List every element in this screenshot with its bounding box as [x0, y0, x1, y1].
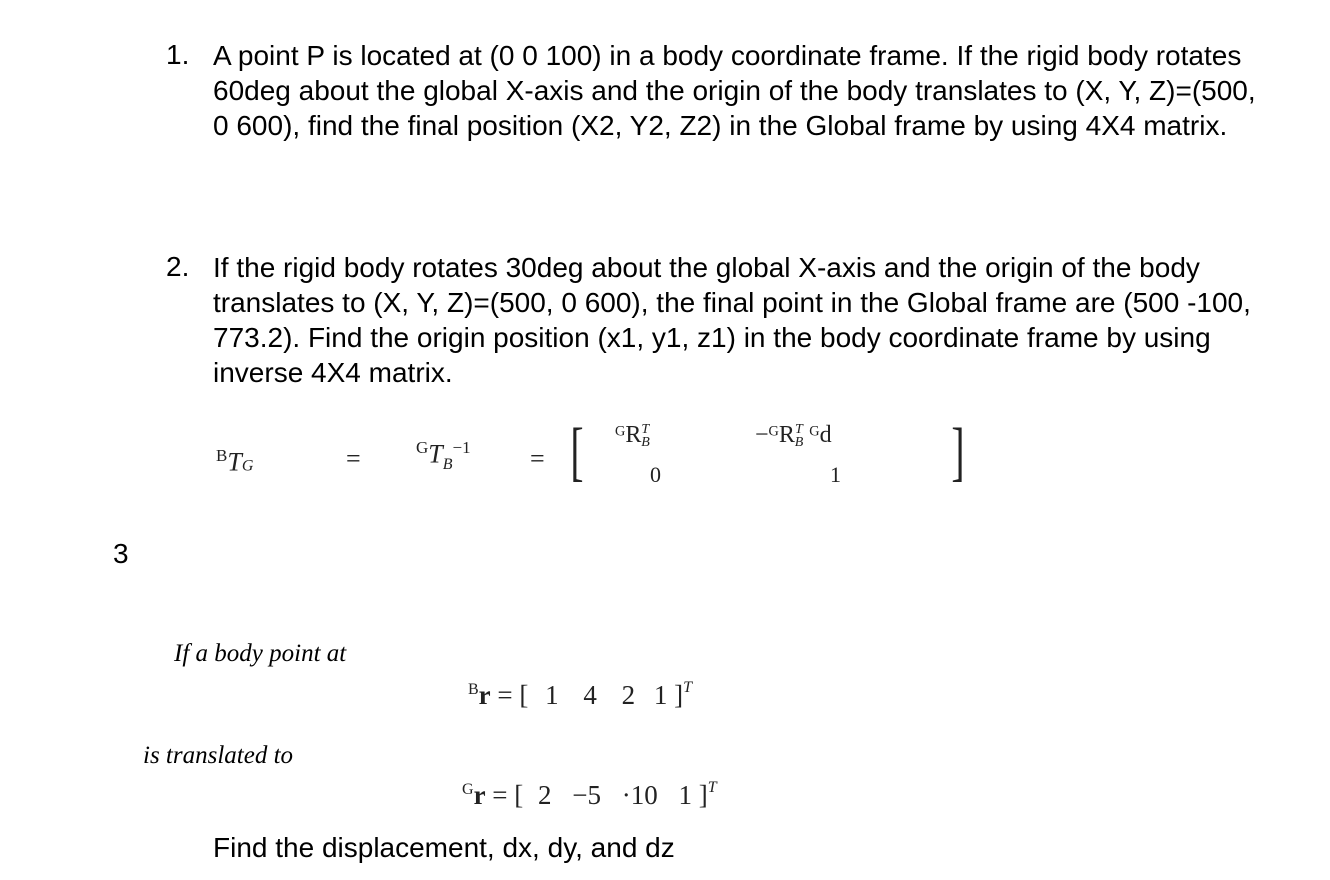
problem-2-number: 2. — [166, 251, 190, 282]
displacement-question: Find the displacement, dx, dy, and dz — [213, 832, 675, 863]
translated-to-label: is translated to — [143, 742, 294, 769]
inverse-transform: $^GT_B^{-1}$ — [416, 437, 471, 473]
problem-1-number: 1. — [166, 39, 190, 70]
right-bracket: ] — [951, 415, 965, 488]
rotation-transpose: ᴳR$^T$B — [615, 422, 650, 450]
body-vector: $^B$r = [ 1 4 2 1 ]$^T$ — [468, 679, 693, 710]
problem-1-text: A point P is located at (0 0 100) in a body coordinate frame. If the rigid body rotates 60deg about the global X-axis and the origin of the body translates to (X, Y, Z)=(500, 0 600), find the final position (X2, Y2, Z2) in the Global frame by using 4X4 matrix. — [213, 40, 1256, 141]
problem-3-number: 3 — [113, 538, 129, 569]
equals-sign-1: = — [346, 444, 361, 473]
zero-entry: 0 — [650, 462, 661, 487]
body-point-intro: If a body point at — [174, 640, 347, 667]
one-entry: 1 — [830, 462, 841, 487]
global-vector: $^G$r = [ 2 −5 ·10 1 ]$^T$ — [462, 779, 717, 810]
negative-rotation-times-displacement: −ᴳR$^T$B ᴳd — [755, 422, 832, 450]
left-bracket: [ — [570, 415, 584, 488]
lhs-transform: $^B$TG — [216, 446, 254, 477]
problem-2-text: If the rigid body rotates 30deg about the global X-axis and the origin of the body translates to (X, Y, Z)=(500, 0 600), the final point in the Global frame are (500 -100, 773.2). Find the origin position (x1, y1, z1) in the body coordinate frame by using inverse 4X4 matrix. — [213, 252, 1251, 388]
equals-sign-2: = — [530, 444, 545, 473]
